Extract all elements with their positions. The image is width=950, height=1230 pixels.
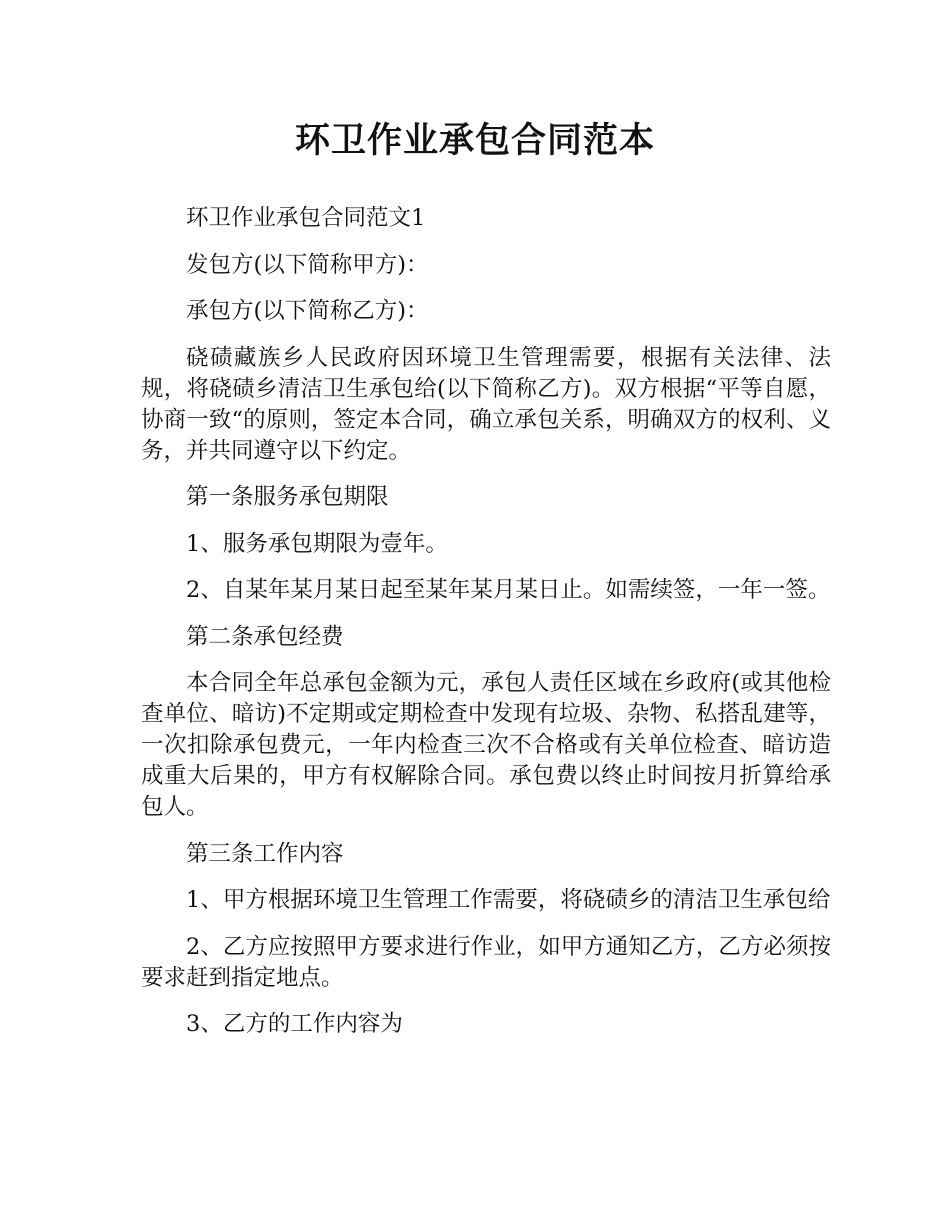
- paragraph-fee: 本合同全年总承包金额为元，承包人责任区域在乡政府(或其他检查单位、暗访)不定期或定期检查中发现有垃圾、杂物、私搭乱建等，一次扣除承包费元，一年内检查三次不合格或有关单位检查、暗访造成重大后果的，甲方有权解除合同。承包费以终止时间按月折算给承包人。: [141, 670, 831, 820]
- paragraph-work-2: 2、乙方应按照甲方要求进行作业，如甲方通知乙方，乙方必须按要求赶到指定地点。: [141, 933, 831, 991]
- paragraph-term-1: 1、服务承包期限为壹年。: [186, 530, 448, 557]
- paragraph-preamble: 硗碛藏族乡人民政府因环境卫生管理需要，根据有关法律、法规，将硗碛乡清洁卫生承包给(以下简称乙方)。双方根据“平等自愿，协商一致“的原则，签定本合同，确立承包关系，明确双方的权利、义务，并共同遵守以下约定。: [141, 344, 831, 464]
- paragraph-term-2: 2、自某年某月某日起至某年某月某日止。如需续签，一年一签。: [186, 577, 831, 603]
- section-heading-term: 第一条服务承包期限: [186, 484, 389, 510]
- paragraph-work-3: 3、乙方的工作内容为: [186, 1011, 403, 1037]
- paragraph-work-1: 1、甲方根据环境卫生管理工作需要，将硗碛乡的清洁卫生承包给: [186, 887, 831, 913]
- paragraph-party-b: 承包方(以下简称乙方)：: [186, 298, 429, 324]
- document-body: [141, 203, 831, 1056]
- section-heading-fee: 第二条承包经费: [186, 623, 344, 650]
- paragraph-subtitle: 环卫作业承包合同范文1: [186, 205, 426, 231]
- section-heading-work: 第三条工作内容: [186, 840, 344, 867]
- document-title: 环卫作业承包合同范本: [294, 121, 655, 161]
- paragraph-party-a: 发包方(以下简称甲方)：: [186, 251, 429, 278]
